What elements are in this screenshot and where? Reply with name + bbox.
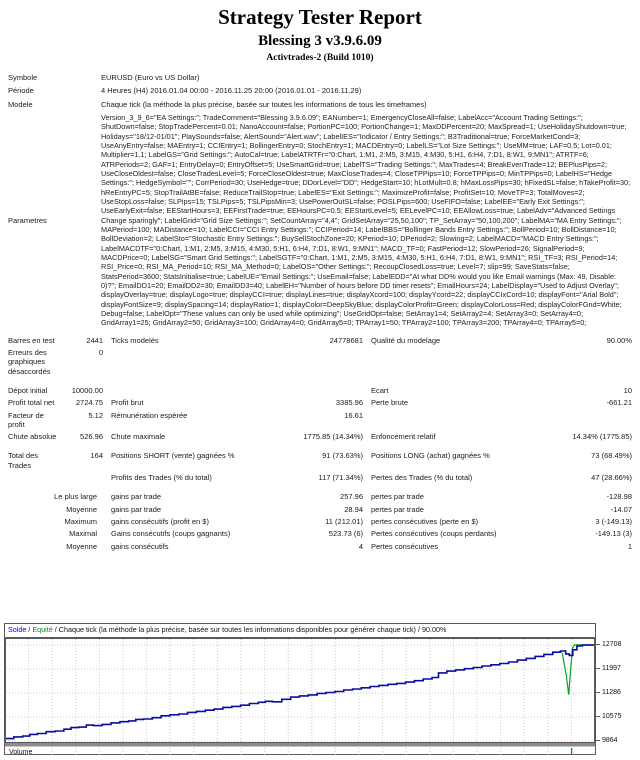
y-axis-label: 11997 bbox=[602, 665, 621, 672]
legend-separator: / bbox=[26, 625, 33, 634]
stat-value: 3385.96 bbox=[335, 398, 363, 408]
report-header bbox=[0, 5, 640, 63]
stat-value: 117 (71.34%) bbox=[318, 473, 363, 483]
stat-label: Rémunération espérée bbox=[111, 410, 188, 420]
info-label: Parametres bbox=[8, 215, 47, 225]
stat-value: 11 (212.01) bbox=[325, 516, 363, 526]
chart-frame bbox=[4, 623, 596, 755]
stat-label: gains consécutifs (profit en $) bbox=[111, 516, 209, 526]
stat-label: Perte brute bbox=[371, 398, 409, 408]
y-axis-tick bbox=[596, 668, 600, 669]
stat-value bbox=[523, 409, 632, 431]
stat-row bbox=[8, 396, 632, 408]
legend-equity-label: Equité bbox=[32, 625, 53, 634]
info-value: 4 Heures (H4) 2016.01.04 00:00 - 2016.11.25 20:00 (2016.01.01 - 2016.11.29) bbox=[101, 86, 362, 96]
stat-value: 47 (28.66%) bbox=[591, 473, 632, 483]
stat-value bbox=[60, 471, 103, 483]
stat-value: 1 bbox=[627, 541, 632, 551]
stat-value: 10000.00 bbox=[71, 385, 103, 395]
stat-label: Dépot initial bbox=[8, 385, 48, 395]
spacer-row bbox=[8, 483, 632, 490]
pane-separator bbox=[5, 743, 595, 747]
spacer-cell bbox=[8, 377, 632, 384]
stat-label: Ecart bbox=[371, 385, 389, 395]
balance-line bbox=[5, 645, 594, 739]
chart-model-quality: 90.00% bbox=[421, 625, 447, 634]
stat-value: 2724.75 bbox=[75, 398, 103, 408]
stat-label: Le plus large bbox=[54, 492, 97, 502]
y-axis-label: 10575 bbox=[602, 713, 622, 720]
info-label: Période bbox=[8, 86, 34, 96]
stat-row bbox=[8, 409, 632, 431]
report-title: Strategy Tester Report bbox=[218, 5, 422, 29]
stat-label: Pertes des Trades (% du total) bbox=[371, 473, 473, 483]
stat-row bbox=[8, 527, 632, 539]
equity-line bbox=[562, 645, 594, 695]
info-table bbox=[8, 71, 632, 330]
spacer-cell bbox=[8, 442, 632, 449]
y-axis-tick bbox=[596, 716, 600, 717]
y-axis-tick bbox=[596, 692, 600, 693]
stat-label: Qualité du modelage bbox=[371, 335, 441, 345]
stat-label bbox=[103, 346, 253, 377]
stat-value: -128.98 bbox=[606, 492, 632, 502]
stat-value: 10 bbox=[623, 385, 632, 395]
stat-row bbox=[8, 346, 632, 377]
info-value: Version_3_9_6="EA Settings:"; TradeComment="Blessing 3.9.6.09"; EANumber=1; EmergencyCloseAll=false; LabelAcc="Account Trading Settings:"; ShutDown=false; StopTradePercent=0.01; NanoAccount=false; PortionPC=100; PortionChange=1; MaxDDPercent=20; MaxSpread=1; UseHolidayShutdown=true; Holidays="18/12-01/01"; PlaySounds=false; AlertSound="Alert.wav"; LabelIES="Indicator / Entry Settings:"; B3Traditional=true; ForceMarketCond=3; UseAnyEntry=false; MAEntry=1; CCIEntry=1; BollingerEntry=0; StochEntry=1; MACDEntry=0; LabelLS="Lot Size Settings:"; UseMM=true; LAF=0.5; Lot=0.01; Multiplier=1.1; LabelGS="Grid Settings:"; AutoCal=true; LabelATRTFr="0:Chart, 1:M1, 2:M5, 3:M15, 4:M30, 5:H1, 6:H4, 7:D1, 8:W1, 9:MN1"; ATRTF=6; ATRPeriods=2; GAF=1; EntryDelay=0; EntryOffset=5; UseSmartGrid=true; LabelTS="Trading Settings:"; MaxTrades=4; BreakEvenTrade=12; BEPlusPips=2; UseCloseOldest=false; CloseTradesLevel=5; ForceCloseOldest=true; MaxCloseTrades=4; CloseTPPips=10; ForceTPPips=0; MinTPPips=0; LabelHS="Hedge Settings:"; HedgeSymbol=""; CorrPeriod=30; UseHedge=true; DDorLevel="DD"; HedgeStart=10; hLotMult=0.8; hMaxLossPips=30; hFixedSL=false; hTakeProfit=30; hReEntryPC=5; StopTrailAtBE=false; ReduceTrailStop=true; LabelES="Exit Settings:"; MaximizeProfit=false; ProfitSet=10; MoveTP=3; TotalMoves=2; UseStopLoss=false; SLPips=15; TSLPips=5; TSLPipsMin=3; UsePowerOutSL=false; POSLPips=600; UseFIFO=false; LabelEE="Early Exit Settings:"; UseEarlyExit=false; EEStartHours=3; EEFirstTrade=true; EEHoursPC=0.5; EEStartLevel=5; EELevelPC=10; EEAllowLoss=true; LabelAdv="Advanced Settings Change sparingly"; LabelGrid="Grid Size Settings:"; SetCountArray="4,4"; GridSetArray="25,50,100"; TP_SetArray="50,100,200"; LabelMA="MA Entry Settings:"; MAPeriod=100; MADistance=10; LabelCCI="CCI Entry Settings:"; CCIPeriod=14; LabelBBS="Bollinger Bands Entry Settings:"; BollPeriod=10; BollDistance=10; BollDeviation=2; LabelSto="Stochastic Entry Settings:"; BuySellStochZone=20; KPeriod=10; DPeriod=2; Slowing=2; LabelMACD="MACD Entry Settings:"; LabelMACDTF="0:Chart, 1:M1, 2:M5, 3:M15, 4:M30, 5:H1, 6:H4, 7:D1, 8:W1, 9:MN1"; MACD_TF=0; FastPeriod=12; SlowPeriod=26; SignalPeriod=9; MACDPrice=0; LabelSG="Smart Grid Settings:"; LabelSGTF="0:Chart, 1:M1, 2:M5, 3:M15, 4:M30, 5:H1, 6:H4, 7:D1, 8:W1, 9:MN1"; RSI_TF=3; RSI_Period=14; RSI_Price=0; RSI_MA_Period=10; RSI_MA_Method=0; LabelOS="Other Settings:"; RecoupClosedLoss=true; Level=7; slip=99; SaveStats=false; StatsPeriod=3600; StatsInitialise=true; LabelUE="Email Settings:"; UseEmail=false; LabelEDD="At what DD% would you like Email warnings (Max: 49, Disable: 0)?"; EmailDD1=20; EmailDD2=30; EmailDD3=40; LabelEH="Number of hours before DD timer resets"; EmailHours=24; LabelDisplay="Used to Adjust Overlay"; displayOverlay=true; displayLogo=true; displayCCI=true; displayLines=true; displayXcord=100; displayYcord=22; displayCCIxCord=10; displayFont="Arial Bold"; displayFontSize=9; displaySpacing=14; displayRatio=1; displayColor=DeepSkyBlue; displayColorProfit=Green; displayColorLoss=Red; displayColorFGnd=White; Debug=false; LabelOpt="These values can only be used while optimizing"; UseGridOpt=false; SetArray1=4; SetArray2=4; SetArray3=0; SetArray4=0; GridArray1=25; GridArray2=50; GridArray3=100; GridArray4=0; GridArray5=0; TPArray1=50; TPArray2=100; TPArray3=200; TPArray4=0; TPArray5=0; bbox=[101, 112, 631, 328]
stat-value: 0 bbox=[98, 348, 103, 358]
stat-label bbox=[103, 384, 253, 396]
chart-model-description: Chaque tick (la méthode la plus précise, basée sur toutes les informations disponibles pour générer chaque tick) bbox=[58, 625, 416, 634]
stat-label: Facteur de profit bbox=[8, 410, 44, 429]
stat-label: pertes par trade bbox=[371, 492, 424, 502]
stat-value bbox=[253, 346, 363, 377]
stat-row bbox=[8, 430, 632, 442]
legend-separator: / bbox=[52, 625, 59, 634]
stat-value: 73 (68.49%) bbox=[591, 451, 632, 461]
info-value: EURUSD (Euro vs US Dollar) bbox=[101, 73, 200, 82]
stat-value: 28.94 bbox=[344, 504, 363, 514]
stat-value: 4 bbox=[358, 541, 363, 551]
stat-label: Maximal bbox=[69, 529, 97, 539]
stat-label: Pertes consécutives bbox=[371, 541, 439, 551]
stat-value: 2441 bbox=[86, 335, 103, 345]
stat-label: Total des Trades bbox=[8, 451, 39, 470]
stat-value bbox=[253, 384, 363, 396]
stat-label: Chute absolue bbox=[8, 432, 57, 442]
stat-row bbox=[8, 540, 632, 552]
volume-label: Volume bbox=[9, 749, 33, 755]
stat-value: 164 bbox=[90, 451, 103, 461]
stat-value: 16.61 bbox=[344, 410, 363, 420]
stat-value: 3 (-149.13) bbox=[595, 516, 632, 526]
spacer-row bbox=[8, 377, 632, 384]
legend-separator: / bbox=[415, 625, 422, 634]
stat-row bbox=[8, 334, 632, 346]
info-value: Chaque tick (la méthode la plus précise, basée sur toutes les informations de tous les timeframes) bbox=[101, 99, 427, 109]
stat-value: -149.13 (3) bbox=[595, 529, 632, 539]
stat-label: Profit brut bbox=[111, 398, 144, 408]
balance-chart bbox=[0, 623, 640, 755]
stat-label: Moyenne bbox=[66, 541, 97, 551]
stat-value: 91 (73.63%) bbox=[322, 451, 363, 461]
stat-value: 526.96 bbox=[80, 432, 103, 442]
stat-label: Erreurs des graphiques désaccordés bbox=[8, 348, 51, 376]
stat-value: -661.21 bbox=[606, 398, 632, 408]
stat-label bbox=[363, 409, 523, 431]
plot-border bbox=[6, 639, 595, 743]
chart-plot bbox=[5, 638, 595, 755]
info-row bbox=[8, 98, 632, 111]
y-axis-label: 12708 bbox=[602, 641, 622, 648]
y-axis-label: 9864 bbox=[602, 737, 618, 744]
stat-value: -14.07 bbox=[610, 504, 632, 514]
stat-row bbox=[8, 515, 632, 527]
stat-label: pertes par trade bbox=[371, 504, 424, 514]
stat-value: 257.96 bbox=[340, 492, 363, 502]
stat-label: gains par trade bbox=[111, 492, 162, 502]
stat-label: Profits des Trades (% du total) bbox=[111, 473, 212, 483]
stat-label bbox=[363, 346, 523, 377]
stat-label: pertes consécutives (perte en $) bbox=[371, 516, 479, 526]
chart-legend bbox=[5, 624, 595, 638]
stat-value: 14.34% (1775.85) bbox=[572, 432, 632, 442]
ea-name: Blessing 3 v3.9.6.09 bbox=[258, 33, 382, 49]
stat-value bbox=[523, 346, 632, 377]
stat-row bbox=[8, 384, 632, 396]
stat-label: Chute maximale bbox=[111, 432, 166, 442]
spacer-cell bbox=[8, 483, 632, 490]
stat-label: Ticks modelés bbox=[111, 335, 159, 345]
stat-label: Maximum bbox=[64, 516, 97, 526]
stat-row bbox=[8, 503, 632, 515]
stat-label: Pertes consécutives (coups perdants) bbox=[371, 529, 497, 539]
info-label: Modele bbox=[8, 99, 33, 109]
stat-label: gains consécutifs bbox=[111, 541, 169, 551]
stat-row bbox=[8, 471, 632, 483]
stat-row bbox=[8, 449, 632, 471]
y-axis-label: 11286 bbox=[602, 689, 621, 696]
legend-balance-label: Solde bbox=[8, 625, 27, 634]
stat-label: Barres en test bbox=[8, 335, 55, 345]
stat-value: 24778681 bbox=[329, 335, 363, 345]
stat-value: 5.12 bbox=[88, 410, 103, 420]
stat-label bbox=[8, 471, 60, 483]
info-row bbox=[8, 84, 632, 97]
server-build: Activtrades-2 (Build 1010) bbox=[266, 53, 374, 63]
y-axis-tick bbox=[596, 740, 600, 741]
stat-label: Profit total net bbox=[8, 398, 55, 408]
stats-table bbox=[8, 334, 632, 552]
y-axis-tick bbox=[596, 644, 600, 645]
stat-row bbox=[8, 490, 632, 502]
stat-label: Moyenne bbox=[66, 504, 97, 514]
stat-value: 90.00% bbox=[606, 335, 632, 345]
stat-value: 523.73 (6) bbox=[328, 529, 363, 539]
info-label: Symbole bbox=[8, 73, 38, 82]
stat-value: 1775.85 (14.34%) bbox=[303, 432, 363, 442]
stat-label: Gains consécutifs (coups gagnants) bbox=[111, 529, 231, 539]
spacer-row bbox=[8, 442, 632, 449]
stat-label: Positions SHORT (vente) gagnées % bbox=[111, 451, 235, 461]
info-row bbox=[8, 71, 632, 84]
stat-label: Positions LONG (achat) gagnées % bbox=[371, 451, 490, 461]
stat-label: Enfoncement relatif bbox=[371, 432, 436, 442]
stat-label: gains par trade bbox=[111, 504, 162, 514]
info-row bbox=[8, 111, 632, 330]
